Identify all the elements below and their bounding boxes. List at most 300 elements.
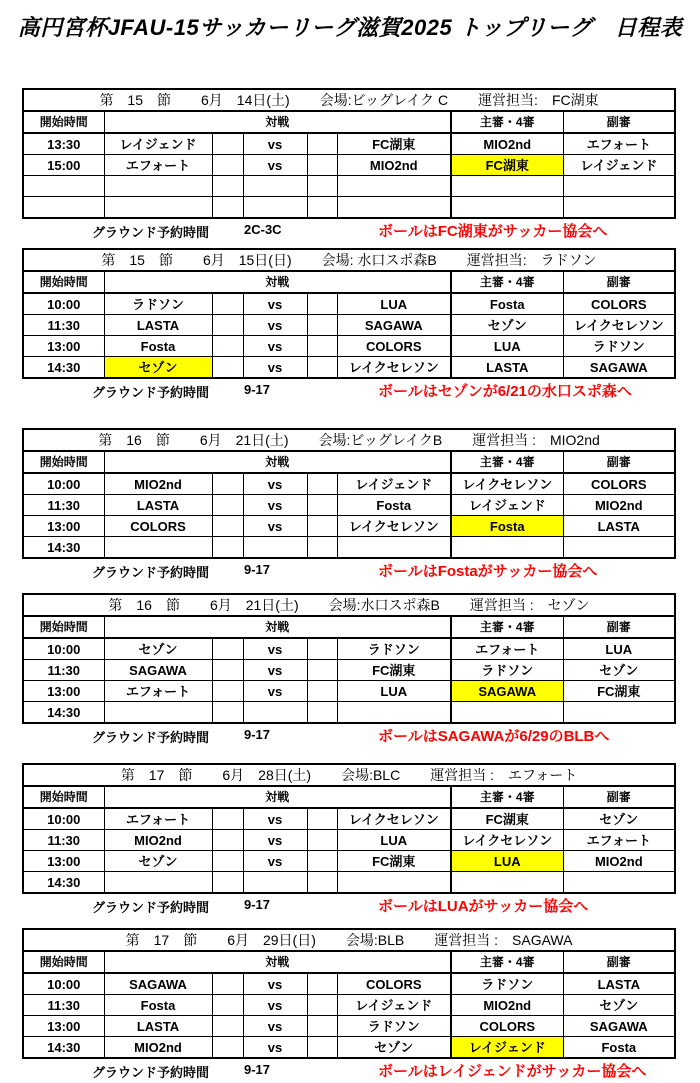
away-team: ラドソン <box>337 638 451 660</box>
spacer-cell <box>212 830 243 851</box>
column-header-row <box>23 451 675 473</box>
ground-reservation-time: 9-17 <box>244 1062 271 1077</box>
home-team: セゾン <box>104 851 212 872</box>
away-team: Fosta <box>337 495 451 516</box>
vs-label <box>243 537 307 559</box>
match-column-header: 対戦 <box>104 111 451 133</box>
referee-team: LASTA <box>451 357 563 379</box>
spacer-cell <box>212 315 243 336</box>
vs-label: vs <box>243 1016 307 1037</box>
time-column-header: 開始時間 <box>23 271 104 293</box>
column-header-row <box>23 271 675 293</box>
ball-note: ボールはFostaがサッカー協会へ <box>378 563 598 580</box>
spacer-cell <box>212 495 243 516</box>
spacer-cell <box>307 133 337 155</box>
kickoff-time: 11:30 <box>23 830 104 851</box>
spacer-cell <box>212 197 243 219</box>
assistant-referee-team <box>563 702 675 724</box>
section-header <box>25 91 673 110</box>
away-team: LUA <box>337 830 451 851</box>
home-team: LASTA <box>104 495 212 516</box>
manager-label: 運営担当 : セゾン <box>469 596 590 613</box>
date-label: 6月 21日(土) <box>199 431 289 448</box>
manager-label: 運営担当: ラドソン <box>466 251 597 268</box>
spacer-cell <box>307 197 337 219</box>
section-header-row <box>23 429 675 451</box>
referee-column-header: 主審・4審 <box>451 451 563 473</box>
home-team <box>104 197 212 219</box>
match-row <box>23 495 675 516</box>
vs-label: vs <box>243 973 307 995</box>
spacer-cell <box>307 473 337 495</box>
spacer-cell <box>307 537 337 559</box>
match-column-header: 対戦 <box>104 616 451 638</box>
ground-reservation-time: 9-17 <box>244 382 271 397</box>
schedule-table <box>22 428 676 559</box>
spacer-cell <box>307 516 337 537</box>
vs-label: vs <box>243 660 307 681</box>
date-label: 6月 14日(土) <box>201 91 290 108</box>
section-header-row <box>23 929 675 951</box>
vs-label: vs <box>243 315 307 336</box>
away-team: COLORS <box>337 973 451 995</box>
away-team: FC湖東 <box>337 133 451 155</box>
assistant-referee-team <box>563 872 675 894</box>
match-row <box>23 638 675 660</box>
match-row <box>23 315 675 336</box>
vs-label: vs <box>243 357 307 379</box>
vs-label: vs <box>243 155 307 176</box>
kickoff-time: 13:00 <box>23 1016 104 1037</box>
spacer-cell <box>212 872 243 894</box>
spacer-cell <box>212 681 243 702</box>
kickoff-time: 10:00 <box>23 473 104 495</box>
time-column-header: 開始時間 <box>23 951 104 973</box>
spacer-cell <box>212 1016 243 1037</box>
away-team: COLORS <box>337 336 451 357</box>
ball-note: ボールはセゾンが6/21の水口スポ森へ <box>378 383 632 400</box>
vs-label: vs <box>243 473 307 495</box>
section-header-row <box>23 764 675 786</box>
column-header-row <box>23 951 675 973</box>
match-row <box>23 357 675 379</box>
assistant-referee-team: MIO2nd <box>563 495 675 516</box>
table-footer <box>22 559 678 581</box>
assistant-column-header: 副審 <box>563 271 675 293</box>
ground-reservation-label: グラウンド予約時間 <box>92 565 210 580</box>
match-row <box>23 681 675 702</box>
kickoff-time: 15:00 <box>23 155 104 176</box>
schedule-table <box>22 763 676 894</box>
kickoff-time: 11:30 <box>23 995 104 1016</box>
assistant-column-header: 副審 <box>563 451 675 473</box>
assistant-referee-team: COLORS <box>563 293 675 315</box>
kickoff-time: 11:30 <box>23 495 104 516</box>
spacer-cell <box>307 176 337 197</box>
home-team: エフォート <box>104 808 212 830</box>
match-row <box>23 516 675 537</box>
away-team: セゾン <box>337 1037 451 1059</box>
manager-label: 運営担当 : エフォート <box>430 766 578 783</box>
assistant-referee-team: ラドソン <box>563 336 675 357</box>
ball-note: ボールはSAGAWAが6/29のBLBへ <box>378 728 610 745</box>
spacer-cell <box>307 851 337 872</box>
referee-team <box>451 537 563 559</box>
round-label: 第 15 節 <box>101 251 173 268</box>
assistant-referee-team: エフォート <box>563 133 675 155</box>
date-label: 6月 28日(土) <box>222 766 312 783</box>
match-row <box>23 176 675 197</box>
assistant-referee-team: セゾン <box>563 808 675 830</box>
vs-label <box>243 872 307 894</box>
venue-label: 会場:水口スポ森B <box>328 596 440 613</box>
away-team: FC湖東 <box>337 851 451 872</box>
match-column-header: 対戦 <box>104 951 451 973</box>
spacer-cell <box>212 808 243 830</box>
spacer-cell <box>307 830 337 851</box>
assistant-column-header: 副審 <box>563 111 675 133</box>
round-label: 第 16 節 <box>98 431 170 448</box>
kickoff-time: 11:30 <box>23 660 104 681</box>
referee-team: LUA <box>451 336 563 357</box>
home-team <box>104 176 212 197</box>
kickoff-time: 10:00 <box>23 808 104 830</box>
assistant-referee-team: セゾン <box>563 995 675 1016</box>
assistant-referee-team: LASTA <box>563 516 675 537</box>
venue-label: 会場:BLC <box>341 766 401 783</box>
referee-team <box>451 872 563 894</box>
spacer-cell <box>212 702 243 724</box>
spacer-cell <box>212 973 243 995</box>
section-header <box>25 931 673 950</box>
vs-label: vs <box>243 336 307 357</box>
section-header <box>25 431 673 450</box>
vs-label: vs <box>243 516 307 537</box>
round-label: 第 17 節 <box>120 766 193 783</box>
kickoff-time: 13:30 <box>23 133 104 155</box>
table-footer <box>22 379 678 401</box>
vs-label: vs <box>243 995 307 1016</box>
home-team: Fosta <box>104 336 212 357</box>
match-row <box>23 133 675 155</box>
away-team <box>337 197 451 219</box>
referee-team: レイクセレソン <box>451 473 563 495</box>
match-column-header: 対戦 <box>104 271 451 293</box>
assistant-referee-team: SAGAWA <box>563 1016 675 1037</box>
table-footer <box>22 894 678 916</box>
section-header-cell <box>23 594 675 616</box>
section-header-cell <box>23 929 675 951</box>
home-team: エフォート <box>104 681 212 702</box>
time-column-header: 開始時間 <box>23 111 104 133</box>
spacer-cell <box>307 681 337 702</box>
time-column-header: 開始時間 <box>23 616 104 638</box>
referee-team <box>451 197 563 219</box>
spacer-cell <box>212 995 243 1016</box>
referee-team: MIO2nd <box>451 995 563 1016</box>
column-header-row <box>23 111 675 133</box>
away-team <box>337 537 451 559</box>
assistant-column-header: 副審 <box>563 786 675 808</box>
kickoff-time: 14:30 <box>23 702 104 724</box>
referee-team: セゾン <box>451 315 563 336</box>
match-row <box>23 1037 675 1059</box>
match-table-section <box>22 428 678 581</box>
spacer-cell <box>307 872 337 894</box>
spacer-cell <box>307 702 337 724</box>
spacer-cell <box>307 973 337 995</box>
spacer-cell <box>307 638 337 660</box>
kickoff-time: 14:30 <box>23 357 104 379</box>
kickoff-time <box>23 176 104 197</box>
ball-note: ボールはFC湖東がサッカー協会へ <box>378 223 608 240</box>
assistant-referee-team: MIO2nd <box>563 851 675 872</box>
referee-team: レイジェンド <box>451 1037 563 1059</box>
spacer-cell <box>212 133 243 155</box>
section-header-cell <box>23 429 675 451</box>
ball-note: ボールはLUAがサッカー協会へ <box>378 898 589 915</box>
spacer-cell <box>212 537 243 559</box>
match-row <box>23 473 675 495</box>
section-header-row <box>23 594 675 616</box>
time-column-header: 開始時間 <box>23 451 104 473</box>
match-row <box>23 660 675 681</box>
vs-label: vs <box>243 681 307 702</box>
match-row <box>23 197 675 219</box>
ground-reservation-time: 9-17 <box>244 562 271 577</box>
spacer-cell <box>307 155 337 176</box>
away-team: レイジェンド <box>337 995 451 1016</box>
match-table-section <box>22 248 678 401</box>
kickoff-time: 14:30 <box>23 537 104 559</box>
table-footer <box>22 219 678 241</box>
assistant-referee-team: エフォート <box>563 830 675 851</box>
column-header-row <box>23 616 675 638</box>
referee-team: Fosta <box>451 516 563 537</box>
away-team: MIO2nd <box>337 155 451 176</box>
vs-label: vs <box>243 1037 307 1059</box>
away-team: FC湖東 <box>337 660 451 681</box>
assistant-referee-team: レイジェンド <box>563 155 675 176</box>
home-team: COLORS <box>104 516 212 537</box>
vs-label: vs <box>243 133 307 155</box>
away-team: レイクセレソン <box>337 516 451 537</box>
spacer-cell <box>212 1037 243 1059</box>
away-team: レイクセレソン <box>337 357 451 379</box>
ground-reservation-label: グラウンド予約時間 <box>92 900 210 915</box>
kickoff-time: 14:30 <box>23 1037 104 1059</box>
spacer-cell <box>212 155 243 176</box>
spacer-cell <box>307 660 337 681</box>
home-team: セゾン <box>104 357 212 379</box>
match-row <box>23 336 675 357</box>
spacer-cell <box>212 473 243 495</box>
home-team: LASTA <box>104 1016 212 1037</box>
match-row <box>23 1016 675 1037</box>
away-team: SAGAWA <box>337 315 451 336</box>
spacer-cell <box>307 315 337 336</box>
spacer-cell <box>212 336 243 357</box>
vs-label: vs <box>243 638 307 660</box>
kickoff-time: 10:00 <box>23 638 104 660</box>
assistant-referee-team: SAGAWA <box>563 357 675 379</box>
ground-reservation-time: 2C-3C <box>244 222 282 237</box>
referee-column-header: 主審・4審 <box>451 111 563 133</box>
ground-reservation-time: 9-17 <box>244 727 271 742</box>
home-team: ラドソン <box>104 293 212 315</box>
kickoff-time: 14:30 <box>23 872 104 894</box>
ground-reservation-label: グラウンド予約時間 <box>92 730 210 745</box>
vs-label <box>243 702 307 724</box>
section-header-cell <box>23 249 675 271</box>
match-row <box>23 851 675 872</box>
away-team <box>337 872 451 894</box>
date-label: 6月 15日(日) <box>202 251 292 268</box>
date-label: 6月 21日(土) <box>209 596 299 613</box>
venue-label: 会場: 水口スポ森B <box>321 251 437 268</box>
page-title: 高円宮杯JFAU-15サッカーリーグ滋賀2025 トップリーグ 日程表 <box>17 15 683 40</box>
manager-label: 運営担当 : MIO2nd <box>472 431 600 448</box>
away-team: LUA <box>337 293 451 315</box>
referee-column-header: 主審・4審 <box>451 271 563 293</box>
section-header-row <box>23 89 675 111</box>
spacer-cell <box>212 516 243 537</box>
home-team: Fosta <box>104 995 212 1016</box>
spacer-cell <box>212 851 243 872</box>
referee-column-header: 主審・4審 <box>451 951 563 973</box>
section-header-cell <box>23 89 675 111</box>
assistant-referee-team: COLORS <box>563 473 675 495</box>
spacer-cell <box>307 336 337 357</box>
assistant-referee-team: LUA <box>563 638 675 660</box>
spacer-cell <box>307 995 337 1016</box>
assistant-referee-team: Fosta <box>563 1037 675 1059</box>
referee-team: レイジェンド <box>451 495 563 516</box>
home-team: SAGAWA <box>104 973 212 995</box>
assistant-referee-team: セゾン <box>563 660 675 681</box>
spacer-cell <box>212 293 243 315</box>
spacer-cell <box>307 1016 337 1037</box>
match-table-section <box>22 88 678 241</box>
vs-label <box>243 197 307 219</box>
schedule-table <box>22 593 676 724</box>
home-team: レイジェンド <box>104 133 212 155</box>
vs-label: vs <box>243 808 307 830</box>
spacer-cell <box>212 357 243 379</box>
referee-team: MIO2nd <box>451 133 563 155</box>
home-team <box>104 702 212 724</box>
home-team: SAGAWA <box>104 660 212 681</box>
match-row <box>23 537 675 559</box>
kickoff-time: 11:30 <box>23 315 104 336</box>
assistant-referee-team: レイクセレソン <box>563 315 675 336</box>
match-row <box>23 973 675 995</box>
venue-label: 会場:BLB <box>345 931 405 948</box>
spacer-cell <box>212 638 243 660</box>
assistant-referee-team: LASTA <box>563 973 675 995</box>
referee-team: レイクセレソン <box>451 830 563 851</box>
match-column-header: 対戦 <box>104 786 451 808</box>
ground-reservation-label: グラウンド予約時間 <box>92 225 210 240</box>
kickoff-time: 13:00 <box>23 516 104 537</box>
referee-team: SAGAWA <box>451 681 563 702</box>
section-header <box>25 251 673 270</box>
round-label: 第 17 節 <box>125 931 198 948</box>
spacer-cell <box>307 808 337 830</box>
table-footer <box>22 1059 678 1081</box>
spacer-cell <box>212 660 243 681</box>
match-row <box>23 155 675 176</box>
spacer-cell <box>212 176 243 197</box>
vs-label: vs <box>243 851 307 872</box>
vs-label: vs <box>243 830 307 851</box>
match-row <box>23 830 675 851</box>
assistant-referee-team: FC湖東 <box>563 681 675 702</box>
referee-team <box>451 702 563 724</box>
kickoff-time: 10:00 <box>23 293 104 315</box>
table-footer <box>22 724 678 746</box>
section-header <box>25 766 673 785</box>
referee-team: FC湖東 <box>451 155 563 176</box>
kickoff-time: 13:00 <box>23 681 104 702</box>
home-team <box>104 872 212 894</box>
round-label: 第 15 節 <box>99 91 172 108</box>
kickoff-time <box>23 197 104 219</box>
home-team: MIO2nd <box>104 473 212 495</box>
schedule-table <box>22 88 676 219</box>
home-team: MIO2nd <box>104 830 212 851</box>
referee-team: FC湖東 <box>451 808 563 830</box>
match-row <box>23 995 675 1016</box>
section-header <box>25 596 673 615</box>
away-team: レイジェンド <box>337 473 451 495</box>
kickoff-time: 13:00 <box>23 851 104 872</box>
match-row <box>23 808 675 830</box>
referee-team: ラドソン <box>451 660 563 681</box>
away-team <box>337 702 451 724</box>
referee-team: エフォート <box>451 638 563 660</box>
match-row <box>23 702 675 724</box>
away-team <box>337 176 451 197</box>
venue-label: 会場:ビッグレイクB <box>318 431 443 448</box>
kickoff-time: 10:00 <box>23 973 104 995</box>
referee-column-header: 主審・4審 <box>451 616 563 638</box>
section-header-cell <box>23 764 675 786</box>
home-team: LASTA <box>104 315 212 336</box>
manager-label: 運営担当 : SAGAWA <box>434 931 573 948</box>
spacer-cell <box>307 357 337 379</box>
ball-note: ボールはレイジェンドがサッカー協会へ <box>378 1063 647 1080</box>
vs-label <box>243 176 307 197</box>
schedule-table <box>22 928 676 1059</box>
match-table-section <box>22 763 678 916</box>
away-team: LUA <box>337 681 451 702</box>
referee-team: COLORS <box>451 1016 563 1037</box>
kickoff-time: 13:00 <box>23 336 104 357</box>
match-row <box>23 872 675 894</box>
ground-reservation-label: グラウンド予約時間 <box>92 385 210 400</box>
assistant-column-header: 副審 <box>563 951 675 973</box>
spacer-cell <box>307 495 337 516</box>
ground-reservation-time: 9-17 <box>244 897 271 912</box>
manager-label: 運営担当: FC湖東 <box>478 91 599 108</box>
vs-label: vs <box>243 495 307 516</box>
assistant-referee-team <box>563 197 675 219</box>
vs-label: vs <box>243 293 307 315</box>
referee-team: Fosta <box>451 293 563 315</box>
referee-team: LUA <box>451 851 563 872</box>
spacer-cell <box>307 1037 337 1059</box>
